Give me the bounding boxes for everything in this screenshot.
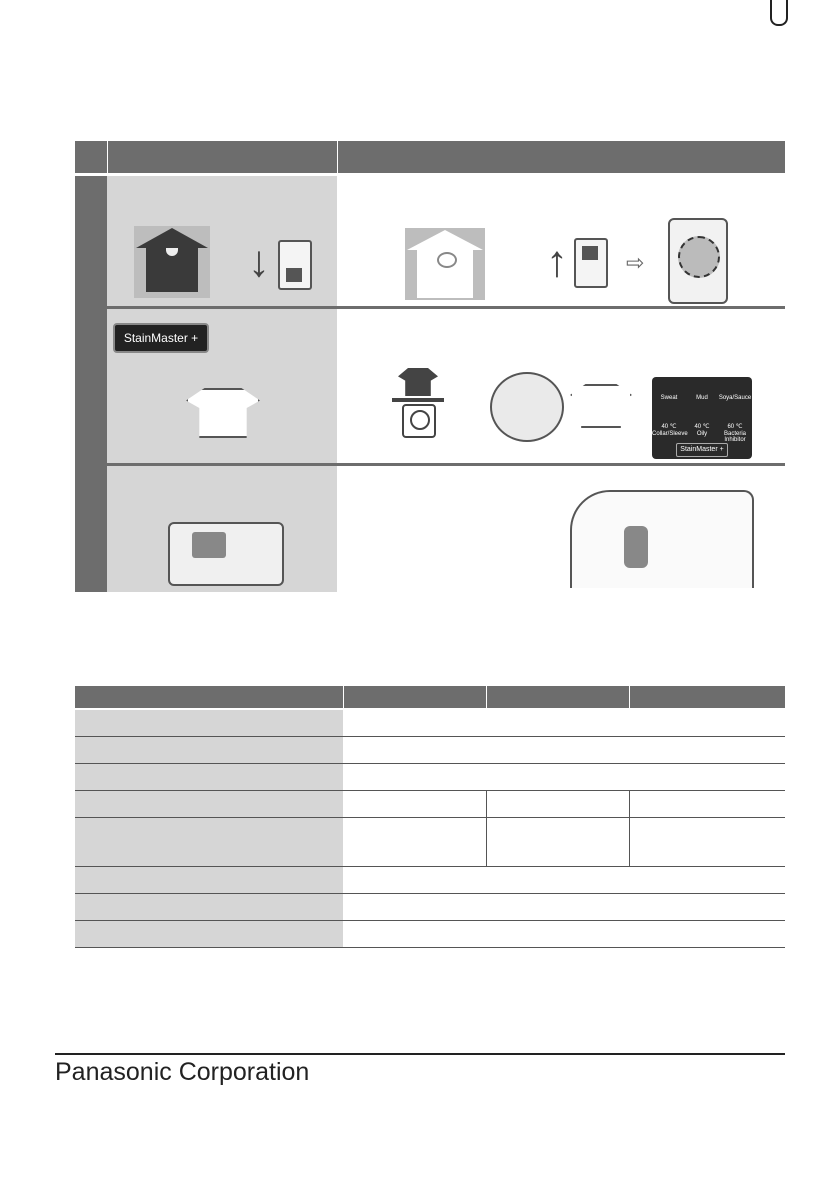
panel-label: Collar/Sleeve bbox=[652, 431, 688, 437]
page-corner-tab bbox=[770, 0, 788, 26]
spec-row-label bbox=[75, 791, 343, 817]
spec-table-header bbox=[75, 686, 785, 708]
header-divider bbox=[629, 686, 630, 708]
panel-label: Sweat bbox=[660, 395, 678, 401]
switch-off-icon bbox=[278, 240, 312, 290]
curved-arrow-up-icon: ↑ bbox=[546, 237, 568, 286]
column-divider bbox=[486, 791, 487, 866]
header-divider bbox=[107, 141, 108, 173]
panel-label: Bacteria Inhibitor bbox=[723, 431, 746, 443]
switch-on-icon bbox=[574, 238, 608, 288]
spec-row-label bbox=[75, 737, 343, 763]
spec-row-label bbox=[75, 921, 343, 947]
lit-room-icon bbox=[405, 228, 485, 300]
detergent-drawer-icon bbox=[168, 522, 284, 586]
spray-shirt-icon bbox=[570, 384, 632, 428]
header-divider bbox=[337, 141, 338, 173]
weighing-scale-icon bbox=[392, 368, 444, 438]
panel-label: 60 ℃ bbox=[727, 424, 743, 430]
control-panel-icon bbox=[652, 377, 752, 459]
header-divider bbox=[486, 686, 487, 708]
panel-label: Mud bbox=[696, 395, 708, 401]
spec-row-label bbox=[75, 764, 343, 790]
panel-label: Oily bbox=[696, 431, 708, 437]
curved-arrow-down-icon: ↓ bbox=[248, 237, 270, 286]
footer-rule bbox=[55, 1053, 785, 1055]
column-divider bbox=[629, 791, 630, 866]
quick-guide-header-bar bbox=[75, 141, 785, 173]
pouring-detergent-icon bbox=[570, 490, 754, 588]
row-line bbox=[75, 947, 785, 948]
pretreat-basin-icon bbox=[490, 372, 564, 442]
dark-room-icon bbox=[134, 226, 210, 298]
spec-row-label bbox=[75, 710, 343, 736]
panel-label: Soya/Sauce bbox=[718, 395, 752, 401]
spec-row-label bbox=[75, 894, 343, 920]
stainmaster-badge: StainMaster + bbox=[113, 323, 209, 353]
washing-machine-drum-icon bbox=[668, 218, 728, 304]
spec-row-label bbox=[75, 867, 343, 893]
header-divider bbox=[343, 686, 344, 708]
panel-label: 40 ℃ bbox=[661, 424, 677, 430]
panel-label: 40 ℃ bbox=[694, 424, 710, 430]
panel-stainmaster-badge: StainMaster + bbox=[676, 443, 728, 457]
company-name: Panasonic Corporation bbox=[55, 1058, 310, 1086]
spec-row-label bbox=[75, 818, 343, 866]
next-arrow-icon: ⇨ bbox=[626, 250, 645, 275]
quick-guide-side-bar bbox=[75, 176, 107, 592]
